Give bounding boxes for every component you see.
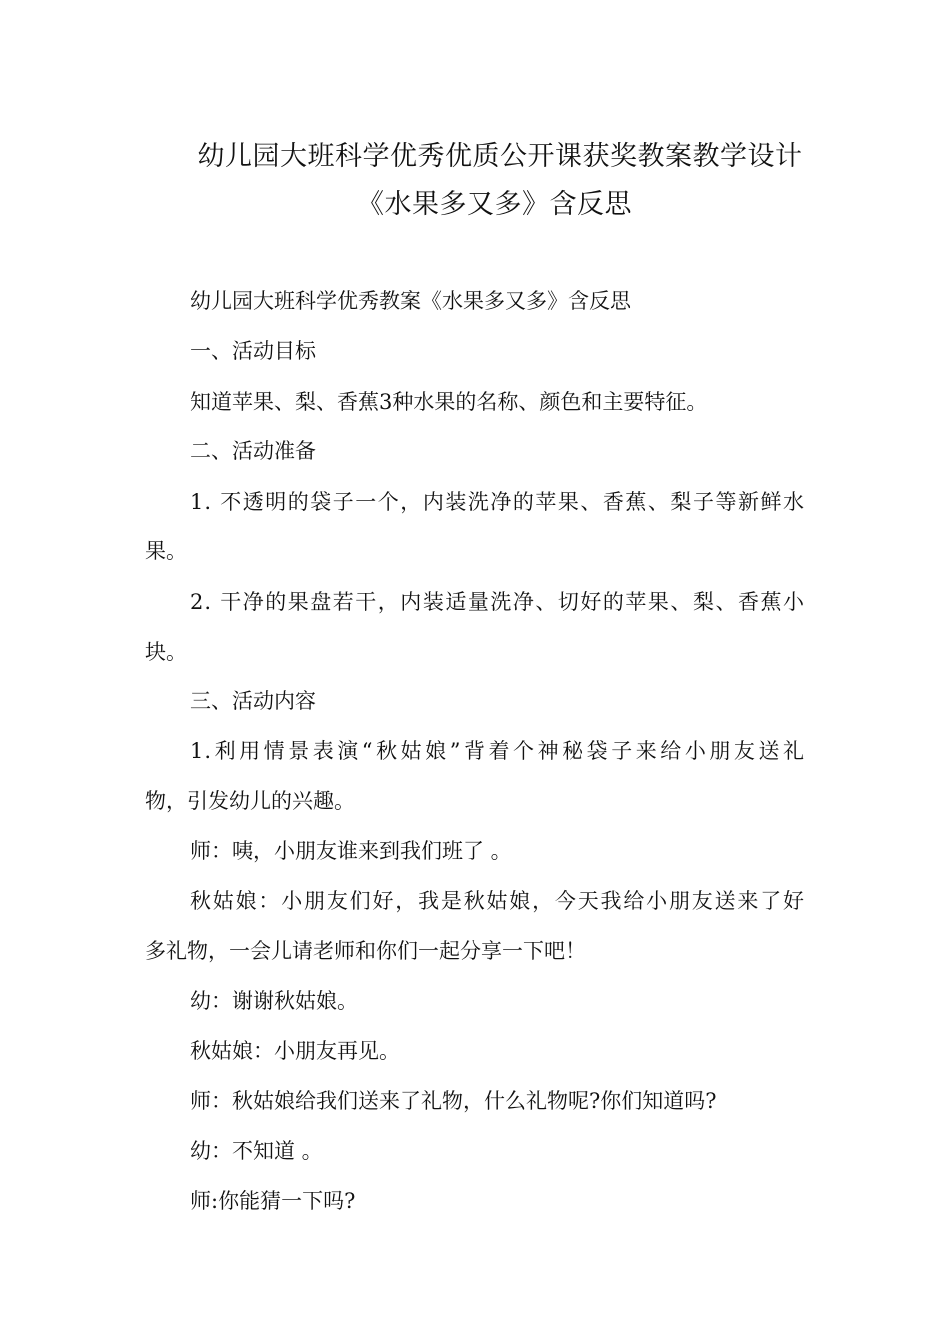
- dialogue-line: 幼：谢谢秋姑娘。: [190, 989, 358, 1013]
- dialogue-line: 师：咦，小朋友谁来到我们班了 。: [190, 839, 512, 863]
- paragraph-subtitle: 幼儿园大班科学优秀教案《水果多又多》含反思: [190, 289, 631, 313]
- document-title-line-1: 幼儿园大班科学优秀优质公开课获奖教案教学设计: [197, 141, 803, 172]
- dialogue-line: 师：秋姑娘给我们送来了礼物，什么礼物呢?你们知道吗?: [190, 1089, 717, 1113]
- paragraph-prep-1: 1. 不透明的袋子一个，内装洗净的苹果、香蕉、梨子等新鲜水: [190, 490, 805, 514]
- paragraph-prep-2-cont: 块。: [145, 640, 187, 664]
- paragraph-goal: 知道苹果、梨、香蕉3种水果的名称、颜色和主要特征。: [190, 390, 708, 414]
- paragraph-prep-1-cont: 果。: [145, 539, 187, 563]
- dialogue-line: 幼：不知道 。: [190, 1139, 323, 1163]
- section-heading-content: 三、活动内容: [190, 689, 316, 713]
- dialogue-line-cont: 多礼物，一会儿请老师和你们一起分享一下吧！: [145, 939, 586, 963]
- paragraph-content-1: 1.利用情景表演“秋姑娘”背着个神秘袋子来给小朋友送礼: [190, 739, 805, 763]
- section-heading-goals: 一、活动目标: [190, 339, 316, 363]
- section-heading-preparation: 二、活动准备: [190, 439, 316, 463]
- paragraph-prep-2: 2. 干净的果盘若干，内装适量洗净、切好的苹果、梨、香蕉小: [190, 590, 805, 614]
- dialogue-line: 秋姑娘：小朋友们好，我是秋姑娘，今天我给小朋友送来了好: [190, 889, 805, 913]
- document-title-line-2: 《水果多又多》含反思: [357, 189, 632, 220]
- dialogue-line: 师:你能猜一下吗?: [190, 1189, 356, 1213]
- paragraph-content-1-cont: 物，引发幼儿的兴趣。: [145, 789, 355, 813]
- dialogue-line: 秋姑娘：小朋友再见。: [190, 1039, 400, 1063]
